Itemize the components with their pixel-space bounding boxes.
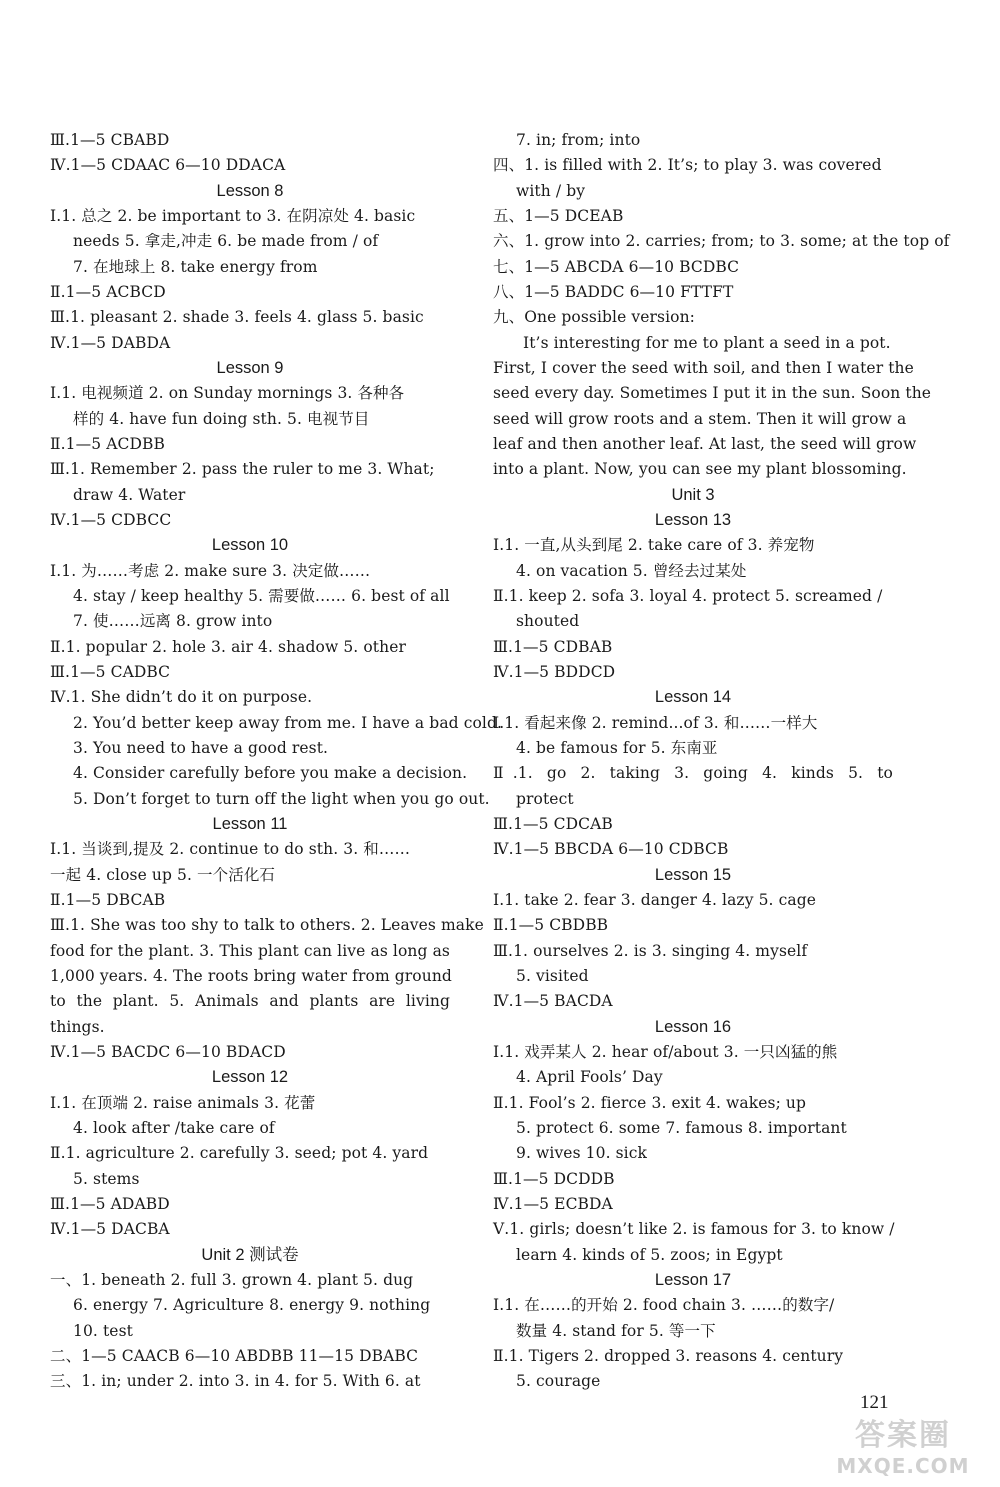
section-heading: Lesson 15 bbox=[654, 865, 732, 884]
answer-line: Ⅲ.1—5 CDCAB bbox=[493, 814, 613, 833]
section-heading: Lesson 12 bbox=[211, 1068, 289, 1087]
answer-line: seed will grow roots and a stem. Then it will grow a bbox=[493, 409, 907, 428]
answer-line: to the plant. 5. Animals and plants are living bbox=[50, 992, 450, 1011]
answer-line: 4. April Fools’ Day bbox=[516, 1068, 663, 1087]
answer-line: seed every day. Sometimes I put it in the sun. Soon the bbox=[493, 384, 932, 403]
section-heading: Unit 2 测试卷 bbox=[201, 1245, 299, 1264]
answer-line: 七、1—5 ABCDA 6—10 BCDBC bbox=[493, 257, 740, 276]
answer-line: into a plant. Now, you can see my plant blossoming. bbox=[493, 460, 907, 479]
answer-line: Ⅰ.1. 为……考虑 2. make sure 3. 决定做…… bbox=[50, 561, 371, 580]
answer-line: 三、1. in; under 2. into 3. in 4. for 5. With 6. at bbox=[50, 1372, 421, 1391]
answer-line: 五、1—5 DCEAB bbox=[493, 206, 624, 225]
answer-line: Ⅰ.1. 总之 2. be important to 3. 在阴凉处 4. basic bbox=[50, 206, 416, 225]
answer-line: 5. protect 6. some 7. famous 8. important bbox=[516, 1118, 847, 1137]
answer-line: 3. You need to have a good rest. bbox=[73, 738, 329, 757]
answer-line: Ⅱ.1—5 CBDBB bbox=[493, 916, 609, 935]
answer-line: 4. on vacation 5. 曾经去过某处 bbox=[516, 561, 747, 580]
answer-line: draw 4. Water bbox=[73, 485, 186, 504]
answer-line: things. bbox=[50, 1017, 105, 1036]
answer-line: Ⅳ.1—5 DACBA bbox=[50, 1220, 170, 1239]
answer-line: 八、1—5 BADDC 6—10 FTTFT bbox=[493, 282, 734, 301]
answer-line: 7. in; from; into bbox=[516, 131, 641, 149]
answer-line: 一起 4. close up 5. 一个活化石 bbox=[50, 865, 276, 884]
answer-line: Ⅳ.1—5 BACDC 6—10 BDACD bbox=[50, 1042, 286, 1061]
answer-line: Ⅲ.1. Remember 2. pass the ruler to me 3. What; bbox=[50, 460, 435, 479]
answer-line: Ⅱ.1. go 2. taking 3. going 4. kinds 5. to bbox=[493, 764, 893, 783]
answer-line: Ⅰ.1. 戏弄某人 2. hear of/about 3. 一只凶猛的熊 bbox=[493, 1042, 838, 1061]
answer-line: First, I cover the seed with soil, and then I water the bbox=[493, 358, 914, 377]
answer-line: needs 5. 拿走,冲走 6. be made from / of bbox=[73, 232, 379, 251]
section-heading: Unit 3 bbox=[671, 485, 715, 504]
answer-line: Ⅲ.1—5 ADABD bbox=[50, 1194, 170, 1213]
answer-line: with / by bbox=[516, 181, 586, 200]
answer-line: Ⅳ.1—5 CDAAC 6—10 DDACA bbox=[50, 156, 286, 175]
watermark-site: MXQE.COM bbox=[836, 1454, 970, 1478]
answer-line: Ⅱ.1—5 ACBCD bbox=[50, 282, 166, 301]
answer-line: leaf and then another leaf. At last, the seed will grow bbox=[493, 434, 917, 453]
answer-line: 4. stay / keep healthy 5. 需要做…… 6. best of all bbox=[73, 586, 450, 605]
answer-line: Ⅳ.1. She didn’t do it on purpose. bbox=[50, 688, 313, 707]
answer-line: 10. test bbox=[73, 1321, 133, 1340]
answer-line: 6. energy 7. Agriculture 8. energy 9. nothing bbox=[73, 1296, 431, 1315]
section-heading: Lesson 13 bbox=[654, 510, 732, 529]
answer-line: 六、1. grow into 2. carries; from; to 3. some; at the top of bbox=[493, 232, 950, 251]
answer-line: Ⅴ.1. girls; doesn’t like 2. is famous for 3. to know / bbox=[493, 1220, 895, 1239]
answer-line: 5. stems bbox=[73, 1169, 140, 1188]
answer-line: 9. wives 10. sick bbox=[516, 1144, 648, 1163]
answer-line: Ⅳ.1—5 ECBDA bbox=[493, 1194, 613, 1213]
answer-line: 4. look after /take care of bbox=[73, 1118, 275, 1137]
answer-line: Ⅳ.1—5 CDBCC bbox=[50, 510, 172, 529]
answer-line: It’s interesting for me to plant a seed in a pot. bbox=[523, 333, 891, 352]
page-number: 121 bbox=[860, 1392, 889, 1413]
answer-line: Ⅰ.1. take 2. fear 3. danger 4. lazy 5. cage bbox=[493, 890, 817, 909]
answer-line: Ⅱ.1. keep 2. sofa 3. loyal 4. protect 5. screamed / bbox=[493, 586, 883, 605]
answer-line: 4. be famous for 5. 东南亚 bbox=[516, 738, 718, 757]
section-heading: Lesson 9 bbox=[216, 358, 284, 377]
answer-line: 二、1—5 CAACB 6—10 ABDBB 11—15 DBABC bbox=[50, 1346, 419, 1365]
answer-line: 5. Don’t forget to turn off the light when you go out. bbox=[73, 789, 490, 808]
section-heading: Lesson 14 bbox=[654, 688, 732, 707]
answer-line: Ⅱ.1. agriculture 2. carefully 3. seed; pot 4. yard bbox=[50, 1144, 429, 1163]
answer-line: Ⅱ.1—5 DBCAB bbox=[50, 890, 166, 909]
answer-line: Ⅰ.1. 当谈到,提及 2. continue to do sth. 3. 和…… bbox=[50, 840, 411, 859]
section-heading: Lesson 11 bbox=[212, 814, 288, 833]
answer-line: 样的 4. have fun doing sth. 5. 电视节目 bbox=[73, 409, 370, 428]
answer-line: Ⅱ.1. Fool’s 2. fierce 3. exit 4. wakes; up bbox=[493, 1093, 807, 1112]
answer-line: Ⅲ.1. ourselves 2. is 3. singing 4. myself bbox=[493, 941, 808, 960]
answer-line: 5. courage bbox=[516, 1372, 601, 1391]
answer-line: learn 4. kinds of 5. zoos; in Egypt bbox=[516, 1245, 783, 1264]
answer-line: 数量 4. stand for 5. 等一下 bbox=[516, 1321, 716, 1340]
answer-line: 一、1. beneath 2. full 3. grown 4. plant 5. dug bbox=[50, 1270, 414, 1289]
answer-line: 7. 使……远离 8. grow into bbox=[73, 612, 273, 631]
answer-line: Ⅱ.1. Tigers 2. dropped 3. reasons 4. century bbox=[493, 1346, 844, 1365]
answer-line: 5. visited bbox=[516, 966, 589, 985]
answer-line: Ⅲ.1. She was too shy to talk to others. 2. Leaves make bbox=[50, 916, 484, 935]
answer-line: Ⅰ.1. 看起来像 2. remind...of 3. 和……一样大 bbox=[493, 713, 818, 732]
answer-line: food for the plant. 3. This plant can live as long as bbox=[50, 941, 450, 960]
answer-line: Ⅰ.1. 电视频道 2. on Sunday mornings 3. 各种各 bbox=[50, 384, 405, 403]
answer-line: Ⅰ.1. 在顶端 2. raise animals 3. 花蕾 bbox=[50, 1093, 316, 1112]
answer-line: 4. Consider carefully before you make a decision. bbox=[73, 764, 468, 783]
watermark-logo bbox=[808, 1418, 998, 1484]
section-heading: Lesson 10 bbox=[211, 536, 289, 555]
answer-line: protect bbox=[516, 789, 574, 808]
answer-line: Ⅳ.1—5 BBCDA 6—10 CDBCB bbox=[493, 840, 729, 859]
answer-line: Ⅳ.1—5 BDDCD bbox=[493, 662, 616, 681]
section-heading: Lesson 17 bbox=[654, 1270, 732, 1289]
answer-line: Ⅲ.1. pleasant 2. shade 3. feels 4. glass 5. basic bbox=[50, 308, 424, 327]
watermark-logo-text: 答案圈 bbox=[855, 1418, 951, 1453]
answer-line: shouted bbox=[516, 612, 580, 631]
answer-line: Ⅳ.1—5 DABDA bbox=[50, 333, 171, 352]
answer-line: Ⅱ.1—5 ACDBB bbox=[50, 434, 165, 453]
answer-line: Ⅲ.1—5 DCDDB bbox=[493, 1169, 615, 1188]
answer-line: 1,000 years. 4. The roots bring water from ground bbox=[50, 966, 452, 985]
answer-line: Ⅰ.1. 一直,从头到尾 2. take care of 3. 养宠物 bbox=[493, 536, 815, 555]
answer-line: 九、One possible version: bbox=[493, 308, 695, 327]
answer-line: Ⅳ.1—5 BACDA bbox=[493, 992, 613, 1011]
answer-line: Ⅰ.1. 在……的开始 2. food chain 3. ……的数字/ bbox=[493, 1296, 835, 1315]
answer-line: Ⅲ.1—5 CBABD bbox=[50, 131, 170, 149]
answer-line: 2. You’d better keep away from me. I have a bad cold. bbox=[73, 713, 503, 732]
answer-line: Ⅲ.1—5 CADBC bbox=[50, 662, 171, 681]
answer-line: Ⅲ.1—5 CDBAB bbox=[493, 637, 613, 656]
answer-line: 7. 在地球上 8. take energy from bbox=[73, 257, 318, 276]
answer-line: 四、1. is filled with 2. It’s; to play 3. was covered bbox=[493, 156, 882, 175]
answer-line: Ⅱ.1. popular 2. hole 3. air 4. shadow 5. other bbox=[50, 637, 406, 656]
section-heading: Lesson 16 bbox=[654, 1017, 732, 1036]
section-heading: Lesson 8 bbox=[216, 181, 284, 200]
